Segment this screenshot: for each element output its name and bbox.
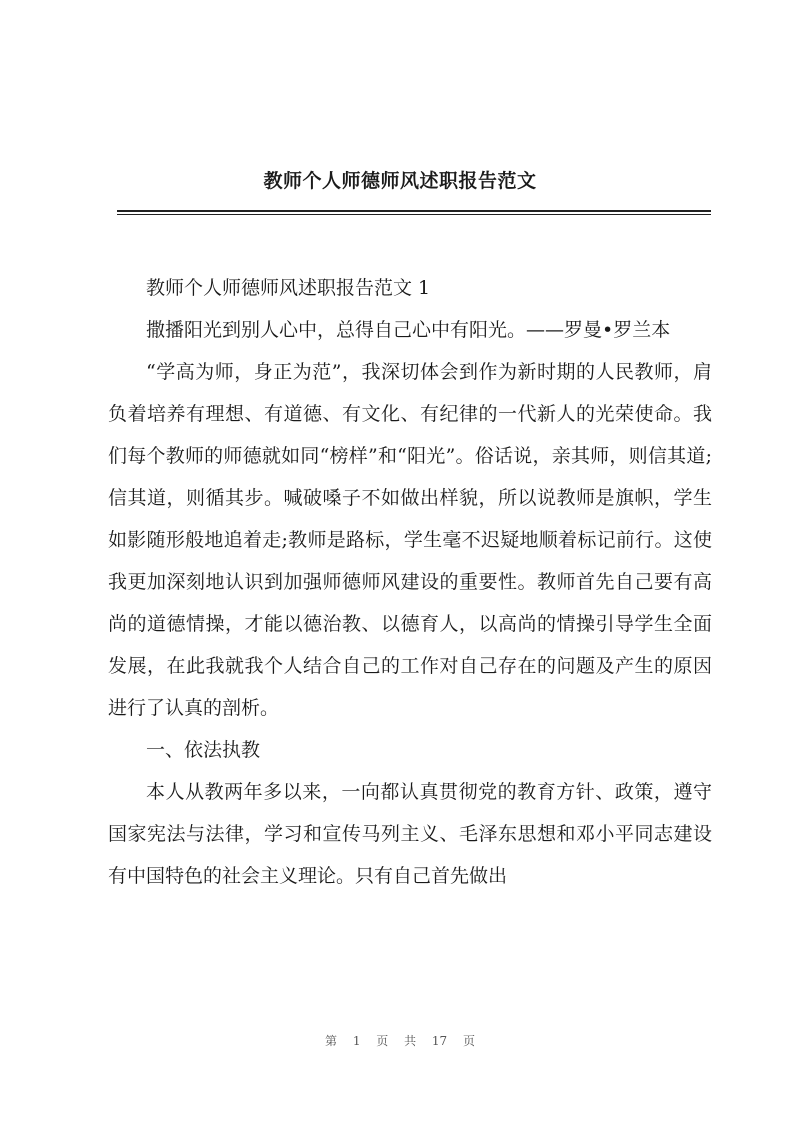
- document-body: [108, 267, 712, 897]
- body-paragraph: “学高为师，身正为范”，我深切体会到作为新时期的人民教师，肩负着培养有理想、有道德、有文化、有纪律的一代新人的光荣使命。我们每个教师的师德就如同“榜样”和“阳光”。俗话说，亲其师，则信其道;信其道，则循其步。喊破嗓子不如做出样貌，所以说教师是旗帜，学生如影随形般地追着走;教师是路标，学生毫不迟疑地顺着标记前行。这使我更加深刻地认识到加强师德师风建设的重要性。教师首先自己要有高尚的道德情操，才能以德治教、以德育人，以高尚的情操引导学生全面发展，在此我就我个人结合自己的工作对自己存在的问题及产生的原因进行了认真的剖析。: [108, 361, 712, 719]
- page-number: 第 1 页 共 17 页: [325, 1034, 475, 1048]
- body-paragraph: 本人从教两年多以来，一向都认真贯彻党的教育方针、政策，遵守国家宪法与法律，学习和宣传马列主义、毛泽东思想和邓小平同志建设有中国特色的社会主义理论。只有自己首先做出: [108, 781, 712, 887]
- subsection-heading: 一、依法执教: [146, 739, 261, 761]
- title-divider-thin: [117, 214, 711, 215]
- quote-paragraph: 撒播阳光到别人心中，总得自己心中有阳光。——罗曼•罗兰本: [146, 319, 671, 341]
- document-title: 教师个人师德师风述职报告范文: [263, 170, 537, 192]
- title-divider: [117, 210, 711, 212]
- section-heading: 教师个人师德师风述职报告范文 1: [146, 277, 431, 299]
